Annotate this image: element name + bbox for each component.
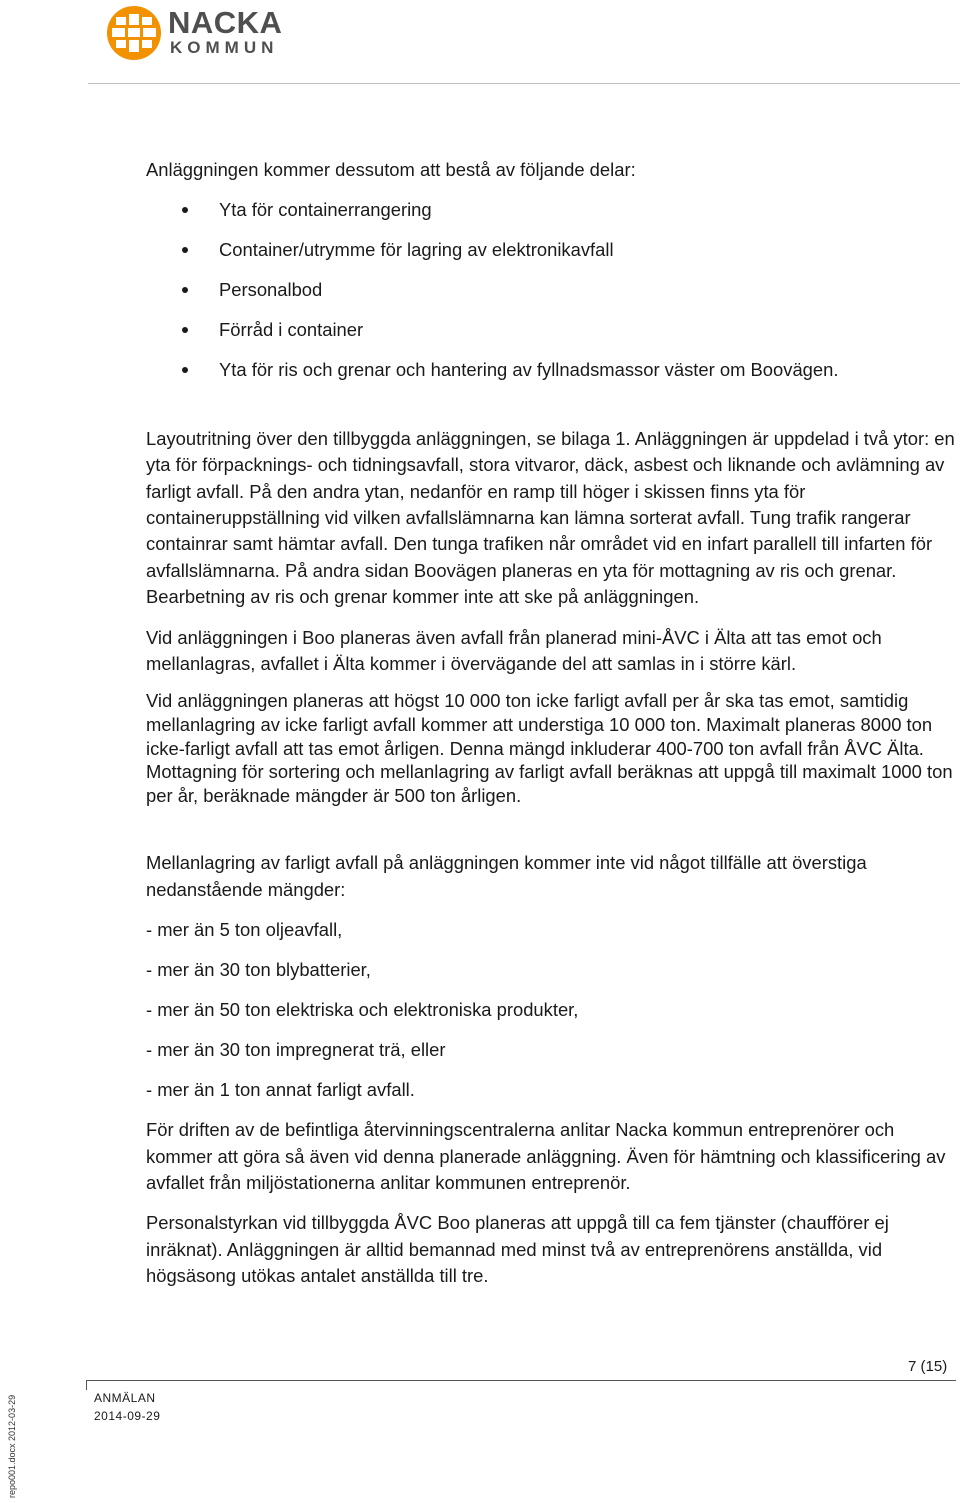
logo-subtitle: KOMMUN [170, 38, 279, 57]
bullet-icon [182, 207, 188, 213]
footer-divider-tick [86, 1380, 87, 1390]
document-body [146, 157, 958, 1290]
operations-paragraph: För driften av de befintliga återvinningscentralerna anlitar Nacka kommun entreprenörer och kommer att göra så även vid denna planerade anläggning. Även för hämtning och klassificering av avfallet från miljöstationerna anlitar kommunen entreprenör. [146, 1119, 946, 1193]
facility-parts-list [146, 197, 958, 383]
footer-divider [86, 1380, 956, 1381]
document-type: ANMÄLAN [94, 1391, 156, 1405]
bullet-icon [182, 327, 188, 333]
staffing-paragraph: Personalstyrkan vid tillbyggda ÅVC Boo planeras att uppgå till ca fem tjänster (chaufförer ej inräknat). Anläggningen är alltid bemannad med minst två av entreprenörens anställda, vid högsäsong utökas antalet anställda till tre. [146, 1212, 889, 1287]
list-item: Yta för ris och grenar och hantering av fyllnadsmassor väster om Boovägen. [146, 357, 958, 383]
page-number: 7 (15) [908, 1358, 948, 1375]
capacity-paragraph: Vid anläggningen planeras att högst 10 000 ton icke farligt avfall per år ska tas emot, samtidig mellanlagring av icke farligt avfall kommer att understiga 10 000 ton. Maximalt planeras 8000 ton icke-farligt avfall att tas emot årligen. Denna mängd inkluderar 400-700 ton avfall från ÅVC Älta. Mottagning för sortering och mellanlagring av farligt avfall beräknas att uppgå till maximalt 1000 ton per år, beräknade mängder är 500 ton årligen. [146, 690, 953, 806]
document-date: 2014-09-29 [94, 1409, 161, 1423]
mini-avc-paragraph: Vid anläggningen i Boo planeras även avfall från planerad mini-ÅVC i Älta att tas emot och mellanlagras, avfallet i Älta kommer i övervägande del att samlas in i större kärl. [146, 626, 882, 674]
intro-paragraph: Anläggningen kommer dessutom att bestå av följande delar: [146, 159, 636, 180]
layout-paragraph: Layoutritning över den tillbyggda anläggningen, se bilaga 1. Anläggningen är uppdelad i två ytor: en yta för förpacknings- och tidningsavfall, stora vitvaror, däck, asbest och liknande och avlämning av farligt avfall. På den andra ytan, nedanför en ramp till höger i skissen finns yta för containeruppställning vid vilken avfallslämnarna kan lämna sorterat avfall. Tung trafik rangerar containrar samt hämtar avfall. Den tunga trafiken når området vid en infart parallell till infarten för avfallslämnarna. På andra sidan Boovägen planeras en yta för mottagning av ris och grenar. Bearbetning av ris och grenar kommer inte att ske på anläggningen. [146, 427, 955, 608]
hazardous-limit-item: - mer än 5 ton oljeavfall, [146, 919, 343, 941]
bullet-icon [182, 247, 188, 253]
hazardous-limit-item: - mer än 1 ton annat farligt avfall. [146, 1079, 415, 1101]
header-divider [88, 83, 960, 84]
list-item: Container/utrymme för lagring av elektronikavfall [146, 237, 958, 263]
hazardous-limit-item: - mer än 30 ton blybatterier, [146, 959, 371, 981]
nacka-kommun-logo [104, 4, 294, 62]
list-item: Yta för containerrangering [146, 197, 958, 223]
hazardous-limit-item: - mer än 30 ton impregnerat trä, eller [146, 1039, 446, 1061]
list-item: Personalbod [146, 277, 958, 303]
hazardous-limit-item: - mer än 50 ton elektriska och elektroniska produkter, [146, 999, 579, 1021]
bullet-icon [182, 367, 188, 373]
logo-wordmark: NACKA [168, 5, 283, 40]
hazardous-storage-paragraph: Mellanlagring av farligt avfall på anläggningen kommer inte vid något tillfälle att överstiga nedanstående mängder: [146, 852, 867, 900]
list-item: Förråd i container [146, 317, 958, 343]
nacka-emblem-icon [104, 4, 164, 62]
template-reference: repo001.docx 2012-03-29 [7, 1394, 17, 1498]
bullet-icon [182, 287, 188, 293]
